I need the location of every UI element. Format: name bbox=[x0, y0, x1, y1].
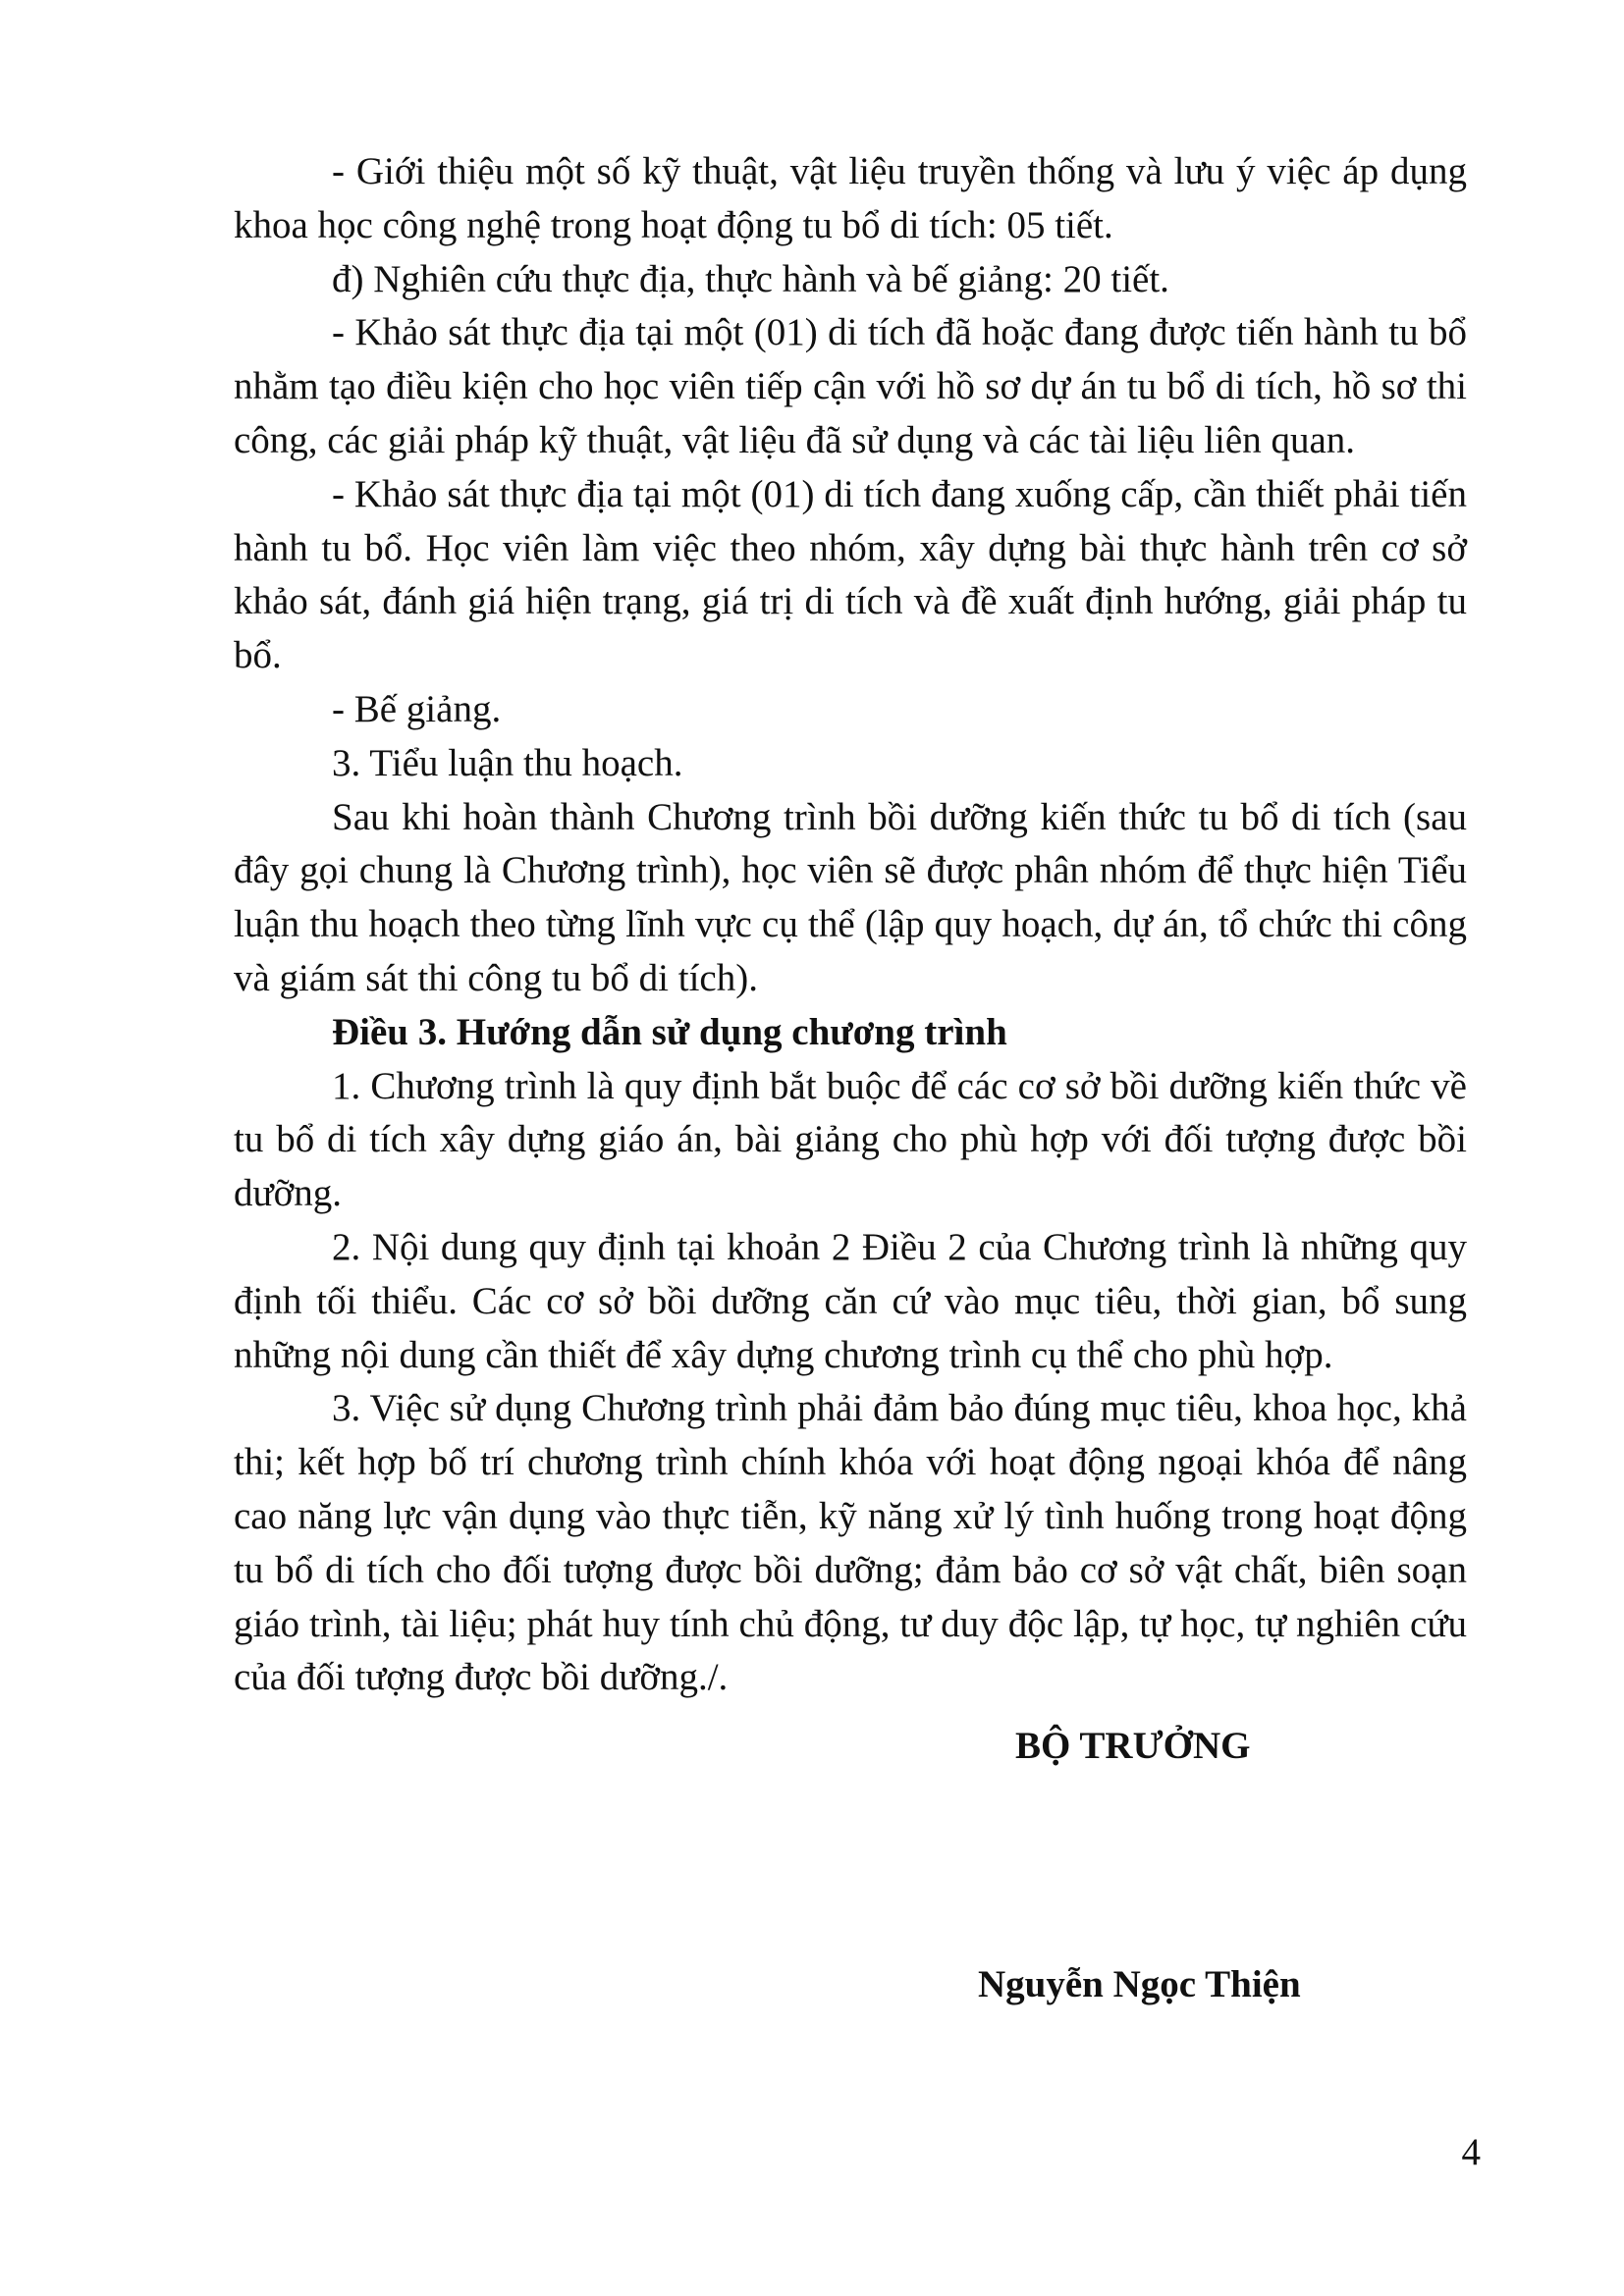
article-3-clause-3: 3. Việc sử dụng Chương trình phải đảm bảo đúng mục tiêu, khoa học, khả thi; kết hợp bố trí chương trình chính khóa với hoạt động ngoại khóa để nâng cao năng lực vận dụng vào thực tiễn, kỹ năng xử lý tình huống trong hoạt động tu bổ di tích cho đối tượng được bồi dưỡng; đảm bảo cơ sở vật chất, biên soạn giáo trình, tài liệu; phát huy tính chủ động, tư duy độc lập, tự học, tự nghiên cứu của đối tượng được bồi dưỡng./. bbox=[234, 1387, 1467, 1699]
paragraph-closing-ceremony: - Bế giảng. bbox=[332, 687, 502, 730]
paragraph-traditional-techniques: - Giới thiệu một số kỹ thuật, vật liệu truyền thống và lưu ý việc áp dụng khoa học công nghệ trong hoạt động tu bổ di tích: 05 tiết. bbox=[234, 150, 1467, 246]
paragraph-essay-description: Sau khi hoàn thành Chương trình bồi dưỡng kiến thức tu bổ di tích (sau đây gọi chung là Chương trình), học viên sẽ được phân nhóm để thực hiện Tiểu luận thu hoạch theo từng lĩnh vực cụ thể (lập quy hoạch, dự án, tổ chức thi công và giám sát thi công tu bổ di tích). bbox=[234, 795, 1467, 999]
article-3-clause-2: 2. Nội dung quy định tại khoản 2 Điều 2 của Chương trình là những quy định tối thiểu. Các cơ sở bồi dưỡng căn cứ vào mục tiêu, thời gian, bổ sung những nội dung cần thiết để xây dựng chương trình cụ thể cho phù hợp. bbox=[234, 1225, 1467, 1376]
paragraph-essay-heading: 3. Tiểu luận thu hoạch. bbox=[332, 741, 683, 784]
paragraph-field-survey-restored: - Khảo sát thực địa tại một (01) di tích đã hoặc đang được tiến hành tu bổ nhằm tạo điều kiện cho học viên tiếp cận với hồ sơ dự án tu bổ di tích, hồ sơ thi công, các giải pháp kỹ thuật, vật liệu đã sử dụng và các tài liệu liên quan. bbox=[234, 311, 1467, 461]
page-number: 4 bbox=[1461, 2131, 1481, 2173]
paragraph-field-research: đ) Nghiên cứu thực địa, thực hành và bế giảng: 20 tiết. bbox=[332, 257, 1169, 300]
paragraph-field-survey-degraded: - Khảo sát thực địa tại một (01) di tích đang xuống cấp, cần thiết phải tiến hành tu bổ. Học viên làm việc theo nhóm, xây dựng bài thực hành trên cơ sở khảo sát, đánh giá hiện trạng, giá trị di tích và đề xuất định hướng, giải pháp tu bổ. bbox=[234, 472, 1467, 677]
article-3-heading: Điều 3. Hướng dẫn sử dụng chương trình bbox=[332, 1010, 1007, 1053]
document-body bbox=[234, 145, 1467, 1705]
signature-title: BỘ TRƯỞNG bbox=[1015, 1725, 1251, 1767]
signature-name: Nguyễn Ngọc Thiện bbox=[978, 1963, 1301, 2005]
article-3-clause-1: 1. Chương trình là quy định bắt buộc để các cơ sở bồi dưỡng kiến thức về tu bổ di tích xây dựng giáo án, bài giảng cho phù hợp với đối tượng được bồi dưỡng. bbox=[234, 1064, 1467, 1215]
